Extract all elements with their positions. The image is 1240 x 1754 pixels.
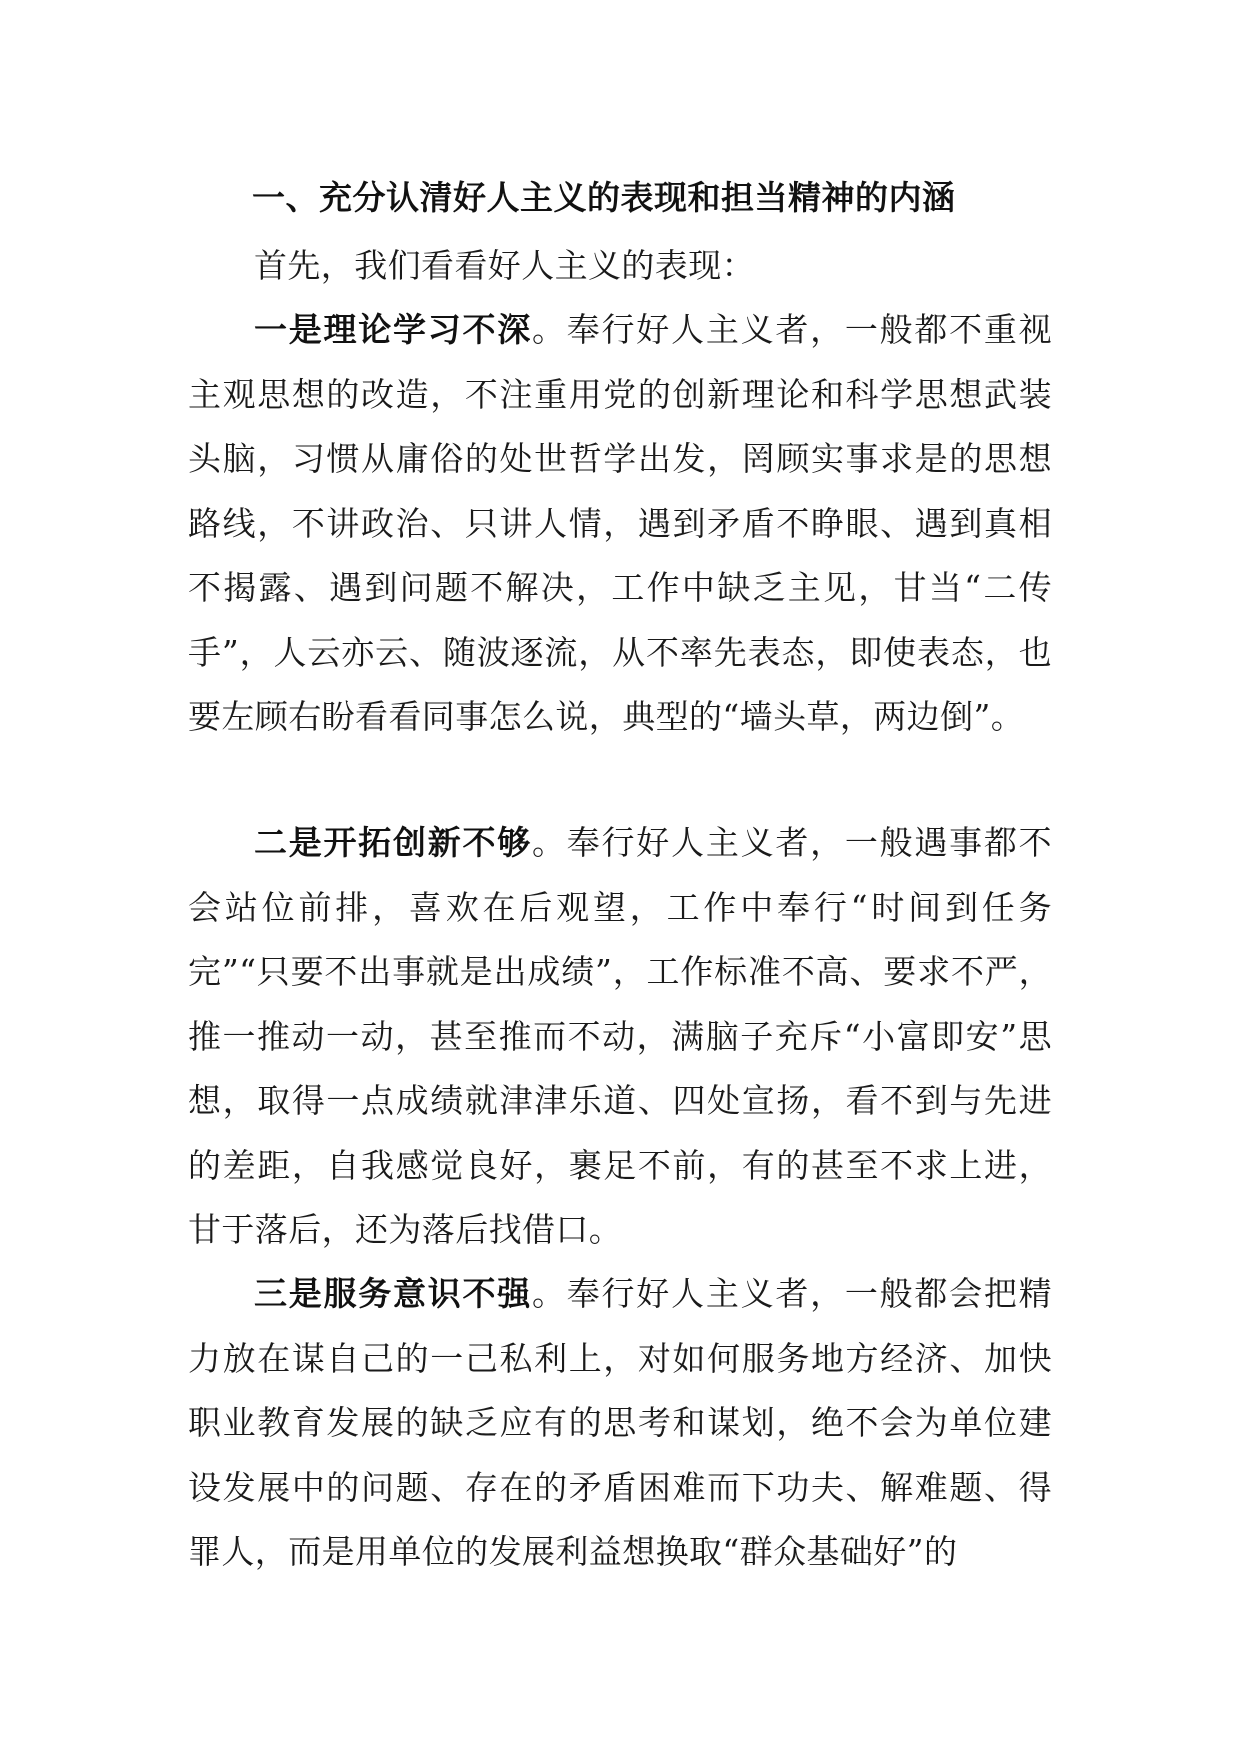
paragraph-text: 。奉行好人主义者，一般遇事都不会站位前排，喜欢在后观望，工作中奉行“时间到任务完”“只要不出事就是出成绩”，工作标准不高、要求不严，推一推动一动，甚至推而不动，满脑子充斥“小富即安”思想，取得一点成绩就津津乐道、四处宣扬，看不到与先进的差距，自我感觉良好，裹足不前，有的甚至不求上进，甘于落后，还为落后找借口。	[188, 823, 1053, 1249]
paragraph-theory-study	[188, 298, 1052, 750]
section-heading: 一、充分认清好人主义的表现和担当精神的内涵	[252, 178, 956, 217]
paragraph-lead: 一是理论学习不深	[254, 310, 533, 349]
document-page	[188, 0, 1052, 1754]
paragraph-text: 。奉行好人主义者，一般都不重视主观思想的改造，不注重用党的创新理论和科学思想武装头脑，习惯从庸俗的处世哲学出发，罔顾实事求是的思想路线，不讲政治、只讲人情，遇到矛盾不睁眼、遇到真相不揭露、遇到问题不解决，工作中缺乏主见，甘当“二传手”，人云亦云、随波逐流，从不率先表态，即使表态，也要左顾右盼看看同事怎么说，典型的“墙头草，两边倒”。	[188, 310, 1053, 736]
paragraph-innovation	[188, 811, 1052, 1263]
paragraph-lead: 二是开拓创新不够	[254, 823, 533, 862]
intro-paragraph: 首先，我们看看好人主义的表现：	[254, 246, 755, 285]
paragraph-lead: 三是服务意识不强	[254, 1274, 533, 1313]
paragraph-service	[188, 1262, 1052, 1585]
paragraph-text: 。奉行好人主义者，一般都会把精力放在谋自己的一己私利上，对如何服务地方经济、加快职业教育发展的缺乏应有的思考和谋划，绝不会为单位建设发展中的问题、存在的矛盾困难而下功夫、解难题、得罪人，而是用单位的发展利益想换取“群众基础好”的	[188, 1274, 1053, 1571]
